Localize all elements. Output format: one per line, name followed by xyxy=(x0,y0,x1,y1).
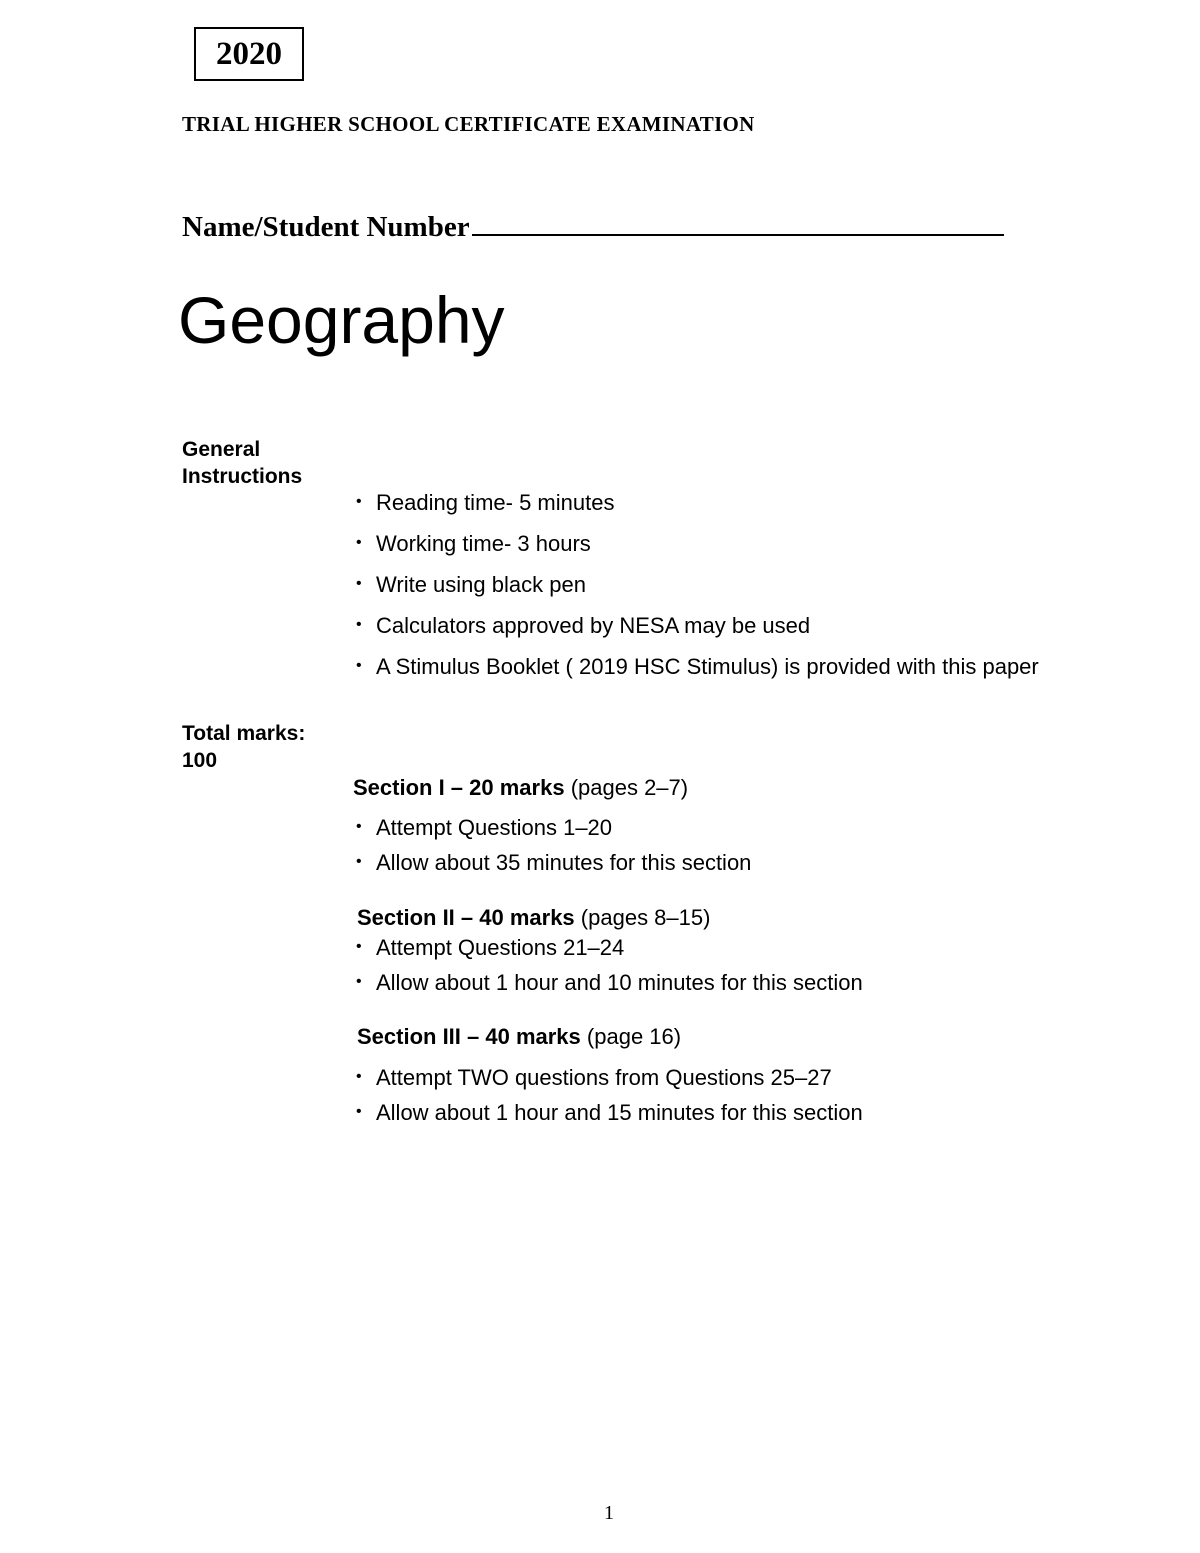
section-2-title: Section II – 40 marks xyxy=(357,905,575,930)
instruction-text: Reading time- 5 minutes xyxy=(376,490,615,515)
section-2-heading xyxy=(357,905,710,931)
name-student-number-label: Name/Student Number xyxy=(182,211,470,243)
section-3-item xyxy=(356,1100,863,1126)
general-instructions-label-line2: Instructions xyxy=(182,465,303,488)
section-1-item xyxy=(356,850,751,876)
section-3-item xyxy=(356,1065,832,1091)
section-1-heading xyxy=(353,775,688,801)
general-instructions-label-line1: General xyxy=(182,438,261,461)
bullet-icon: • xyxy=(356,853,362,871)
bullet-icon: • xyxy=(356,534,362,552)
subject-title: Geography xyxy=(178,283,505,357)
section-item-text: Attempt TWO questions from Questions 25–27 xyxy=(376,1065,832,1090)
name-student-number-field xyxy=(182,208,1004,244)
instruction-item xyxy=(356,613,810,639)
total-marks-value: 100 xyxy=(182,749,218,772)
section-1-item xyxy=(356,815,612,841)
section-3-heading xyxy=(357,1024,681,1050)
section-2-item xyxy=(356,970,863,996)
exam-title: TRIAL HIGHER SCHOOL CERTIFICATE EXAMINATION xyxy=(182,112,755,136)
instruction-item xyxy=(356,654,1039,680)
section-2-pages: (pages 8–15) xyxy=(580,905,711,930)
section-item-text: Attempt Questions 1–20 xyxy=(376,815,613,840)
bullet-icon: • xyxy=(356,938,362,956)
section-item-text: Allow about 1 hour and 10 minutes for this section xyxy=(376,970,863,995)
instruction-item xyxy=(356,531,591,557)
bullet-icon: • xyxy=(356,1068,362,1086)
bullet-icon: • xyxy=(356,1103,362,1121)
general-instructions-label xyxy=(182,436,302,490)
instruction-text: Write using black pen xyxy=(376,572,586,597)
total-marks-label xyxy=(182,720,305,774)
instruction-text: Working time- 3 hours xyxy=(376,531,591,556)
page-number: 1 xyxy=(604,1502,614,1524)
instruction-item xyxy=(356,572,586,598)
total-marks-label-line1: Total marks: xyxy=(182,722,306,745)
section-2-item xyxy=(356,935,624,961)
section-1-pages: (pages 2–7) xyxy=(570,775,689,800)
section-3-title: Section III – 40 marks xyxy=(357,1024,581,1049)
bullet-icon: • xyxy=(356,493,362,511)
section-item-text: Allow about 1 hour and 15 minutes for this section xyxy=(376,1100,863,1125)
instruction-text: A Stimulus Booklet ( 2019 HSC Stimulus) is provided with this paper xyxy=(376,654,1039,679)
section-item-text: Attempt Questions 21–24 xyxy=(376,935,625,960)
section-item-text: Allow about 35 minutes for this section xyxy=(376,850,752,875)
bullet-icon: • xyxy=(356,818,362,836)
instruction-item xyxy=(356,490,614,516)
section-1-title: Section I – 20 marks xyxy=(353,775,565,800)
bullet-icon: • xyxy=(356,616,362,634)
bullet-icon: • xyxy=(356,575,362,593)
year-label: 2020 xyxy=(216,35,282,72)
instruction-text: Calculators approved by NESA may be used xyxy=(376,613,811,638)
name-student-number-line xyxy=(472,208,1004,236)
bullet-icon: • xyxy=(356,657,362,675)
year-box xyxy=(194,27,304,81)
section-3-pages: (page 16) xyxy=(586,1024,682,1049)
bullet-icon: • xyxy=(356,973,362,991)
